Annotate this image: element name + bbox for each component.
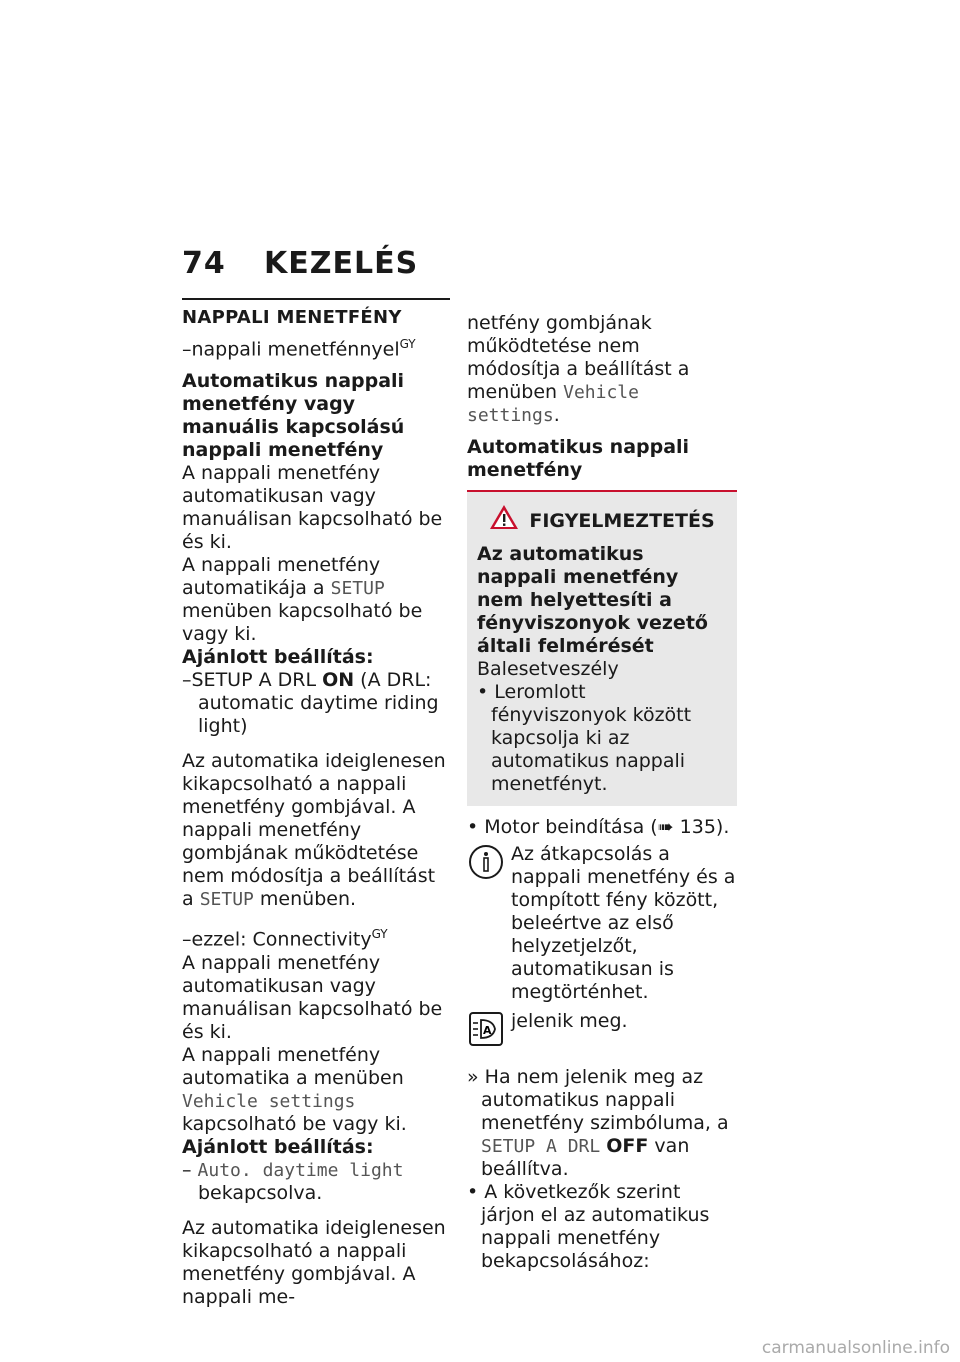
heading-auto-manual: Automatikus nappali menetfény vagy manuális kapcsolású nappali menetfény [182, 370, 405, 462]
paragraph: A nappali menetfény automatikusan vagy manuálisan kapcsolható be és ki. [182, 951, 443, 1043]
paragraph: netfény gombjának működtetése nem módosítja a beállítást a menüben Vehicle settings. [467, 312, 690, 426]
subtitle: –ezzel: Connectivity$^{GY}$ [182, 927, 388, 951]
warning-triangle-icon [489, 504, 519, 530]
recommended-item: – Auto. daytime light bekapcsolva. [182, 1158, 404, 1204]
recommended-item: –SETUP A DRL ON (A DRL: automatic daytime riding light) [182, 669, 439, 738]
list-item: • A következők szerint járjon el az automatikus nappali menetfény bekapcsolásához: [467, 1181, 710, 1272]
svg-text:A: A [483, 1024, 492, 1037]
auto-daytime-light-icon [467, 1010, 505, 1048]
warning-heading: Az automatikus nappali menetfény nem helyettesíti a fényviszonyok vezető általi felmérését [477, 543, 708, 657]
warning-bullet: • Leromlott fényviszonyok között kapcsolja ki az automatikus nappali menetfényt. [477, 681, 692, 795]
page-header [182, 246, 418, 281]
info-icon [467, 843, 505, 881]
page-ref-arrow-icon: ➠ [657, 816, 674, 838]
info-text: Az átkapcsolás a nappali menetfény és a tompított fény között, beleértve az első helyzetjelzőt, automatikusan is megtörténhet. [511, 843, 736, 1003]
list-item: » Ha nem jelenik meg az automatikus nappali menetfény szimbóluma, a SETUP A DRL OFF van beállítva. [467, 1066, 729, 1180]
recommended-label: Ajánlott beállítás: [182, 646, 374, 669]
list-item: • Motor beindítása (➠ 135). [467, 816, 730, 838]
left-column [182, 298, 450, 1309]
page-number: 74 [182, 246, 226, 281]
paragraph: Az automatika ideiglenesen kikapcsolható a nappali menetfény gombjával. A nappali me- [182, 1216, 446, 1308]
chapter-title: KEZELÉS [264, 246, 419, 281]
appears-text: jelenik meg. [511, 1010, 628, 1032]
section-title: NAPPALI MENETFÉNY [182, 298, 450, 329]
right-column [467, 312, 737, 1273]
heading-auto: Automatikus nappali menetfény [467, 436, 690, 481]
warning-title: FIGYELMEZTETÉS [477, 504, 727, 533]
drl-symbol-row [467, 1010, 737, 1048]
warning-text: Balesetveszély [477, 658, 619, 680]
paragraph: A nappali menetfény automatikusan vagy manuálisan kapcsolható be és ki. [182, 462, 443, 554]
subtitle: –nappali menetfénnyel$^{GY}$ [182, 337, 416, 361]
paragraph: A nappali menetfény automatikája a SETUP menüben kapcsolható be vagy ki. [182, 554, 423, 646]
paragraph: A nappali menetfény automatika a menüben Vehicle settings kapcsolható be vagy ki. [182, 1043, 407, 1135]
warning-box [467, 490, 737, 806]
watermark: carmanualsonline.info [761, 1338, 950, 1358]
info-row [467, 843, 737, 1004]
recommended-label: Ajánlott beállítás: [182, 1135, 374, 1158]
paragraph: Az automatika ideiglenesen kikapcsolható a nappali menetfény gombjával. A nappali menetfény gombjának működtetése nem módosítja a beállítást a SETUP menüben. [182, 750, 446, 911]
